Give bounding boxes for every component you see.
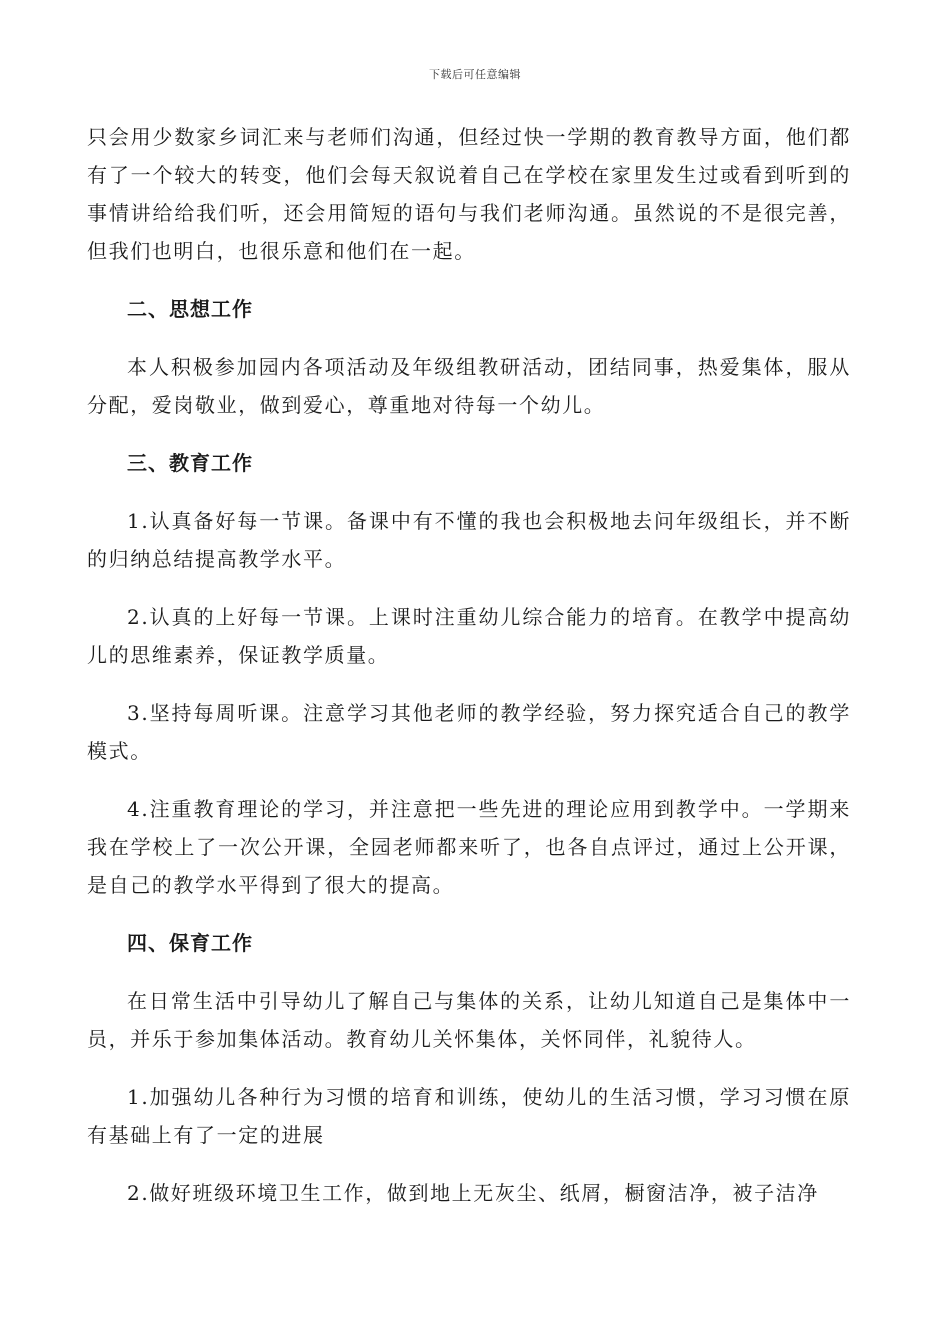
paragraph-care-1: 1.加强幼儿各种行为习惯的培育和训练，使幼儿的生活习惯，学习习惯在原有基础上有了一定的进展 (87, 1085, 851, 1147)
paragraph-thought: 本人积极参加园内各项活动及年级组教研活动，团结同事，热爱集体，服从分配，爱岗敬业，做到爱心，尊重地对待每一个幼儿。 (87, 355, 851, 417)
document-body (87, 118, 851, 1212)
paragraph-education-4: 4.注重教育理论的学习，并注意把一些先进的理论应用到教学中。一学期来我在学校上了一次公开课，全园老师都来听了，也各自点评过，通过上公开课，是自己的教学水平得到了很大的提高。 (87, 797, 851, 897)
paragraph-care-2: 2.做好班级环境卫生工作，做到地上无灰尘、纸屑，橱窗洁净，被子洁净 (127, 1181, 819, 1205)
paragraph-education-3: 3.坚持每周听课。注意学习其他老师的教学经验，努力探究适合自己的教学模式。 (87, 701, 851, 763)
section-heading-education: 三、教育工作 (127, 451, 253, 475)
paragraph-education-2: 2.认真的上好每一节课。上课时注重幼儿综合能力的培育。在教学中提高幼儿的思维素养，保证教学质量。 (87, 605, 851, 667)
section-heading-care: 四、保育工作 (127, 931, 253, 955)
paragraph-continuation: 只会用少数家乡词汇来与老师们沟通，但经过快一学期的教育教导方面，他们都有了一个较大的转变，他们会每天叙说着自己在学校在家里发生过或看到听到的事情讲给给我们听，还会用简短的语句与我们老师沟通。虽然说的不是很完善，但我们也明白，也很乐意和他们在一起。 (87, 125, 851, 263)
paragraph-education-1: 1.认真备好每一节课。备课中有不懂的我也会积极地去问年级组长，并不断的归纳总结提高教学水平。 (87, 509, 851, 571)
paragraph-care-intro: 在日常生活中引导幼儿了解自己与集体的关系，让幼儿知道自己是集体中一员，并乐于参加集体活动。教育幼儿关怀集体，关怀同伴，礼貌待人。 (87, 989, 851, 1051)
header-note: 下载后可任意编辑 (429, 68, 521, 81)
section-heading-thought: 二、思想工作 (127, 297, 253, 321)
